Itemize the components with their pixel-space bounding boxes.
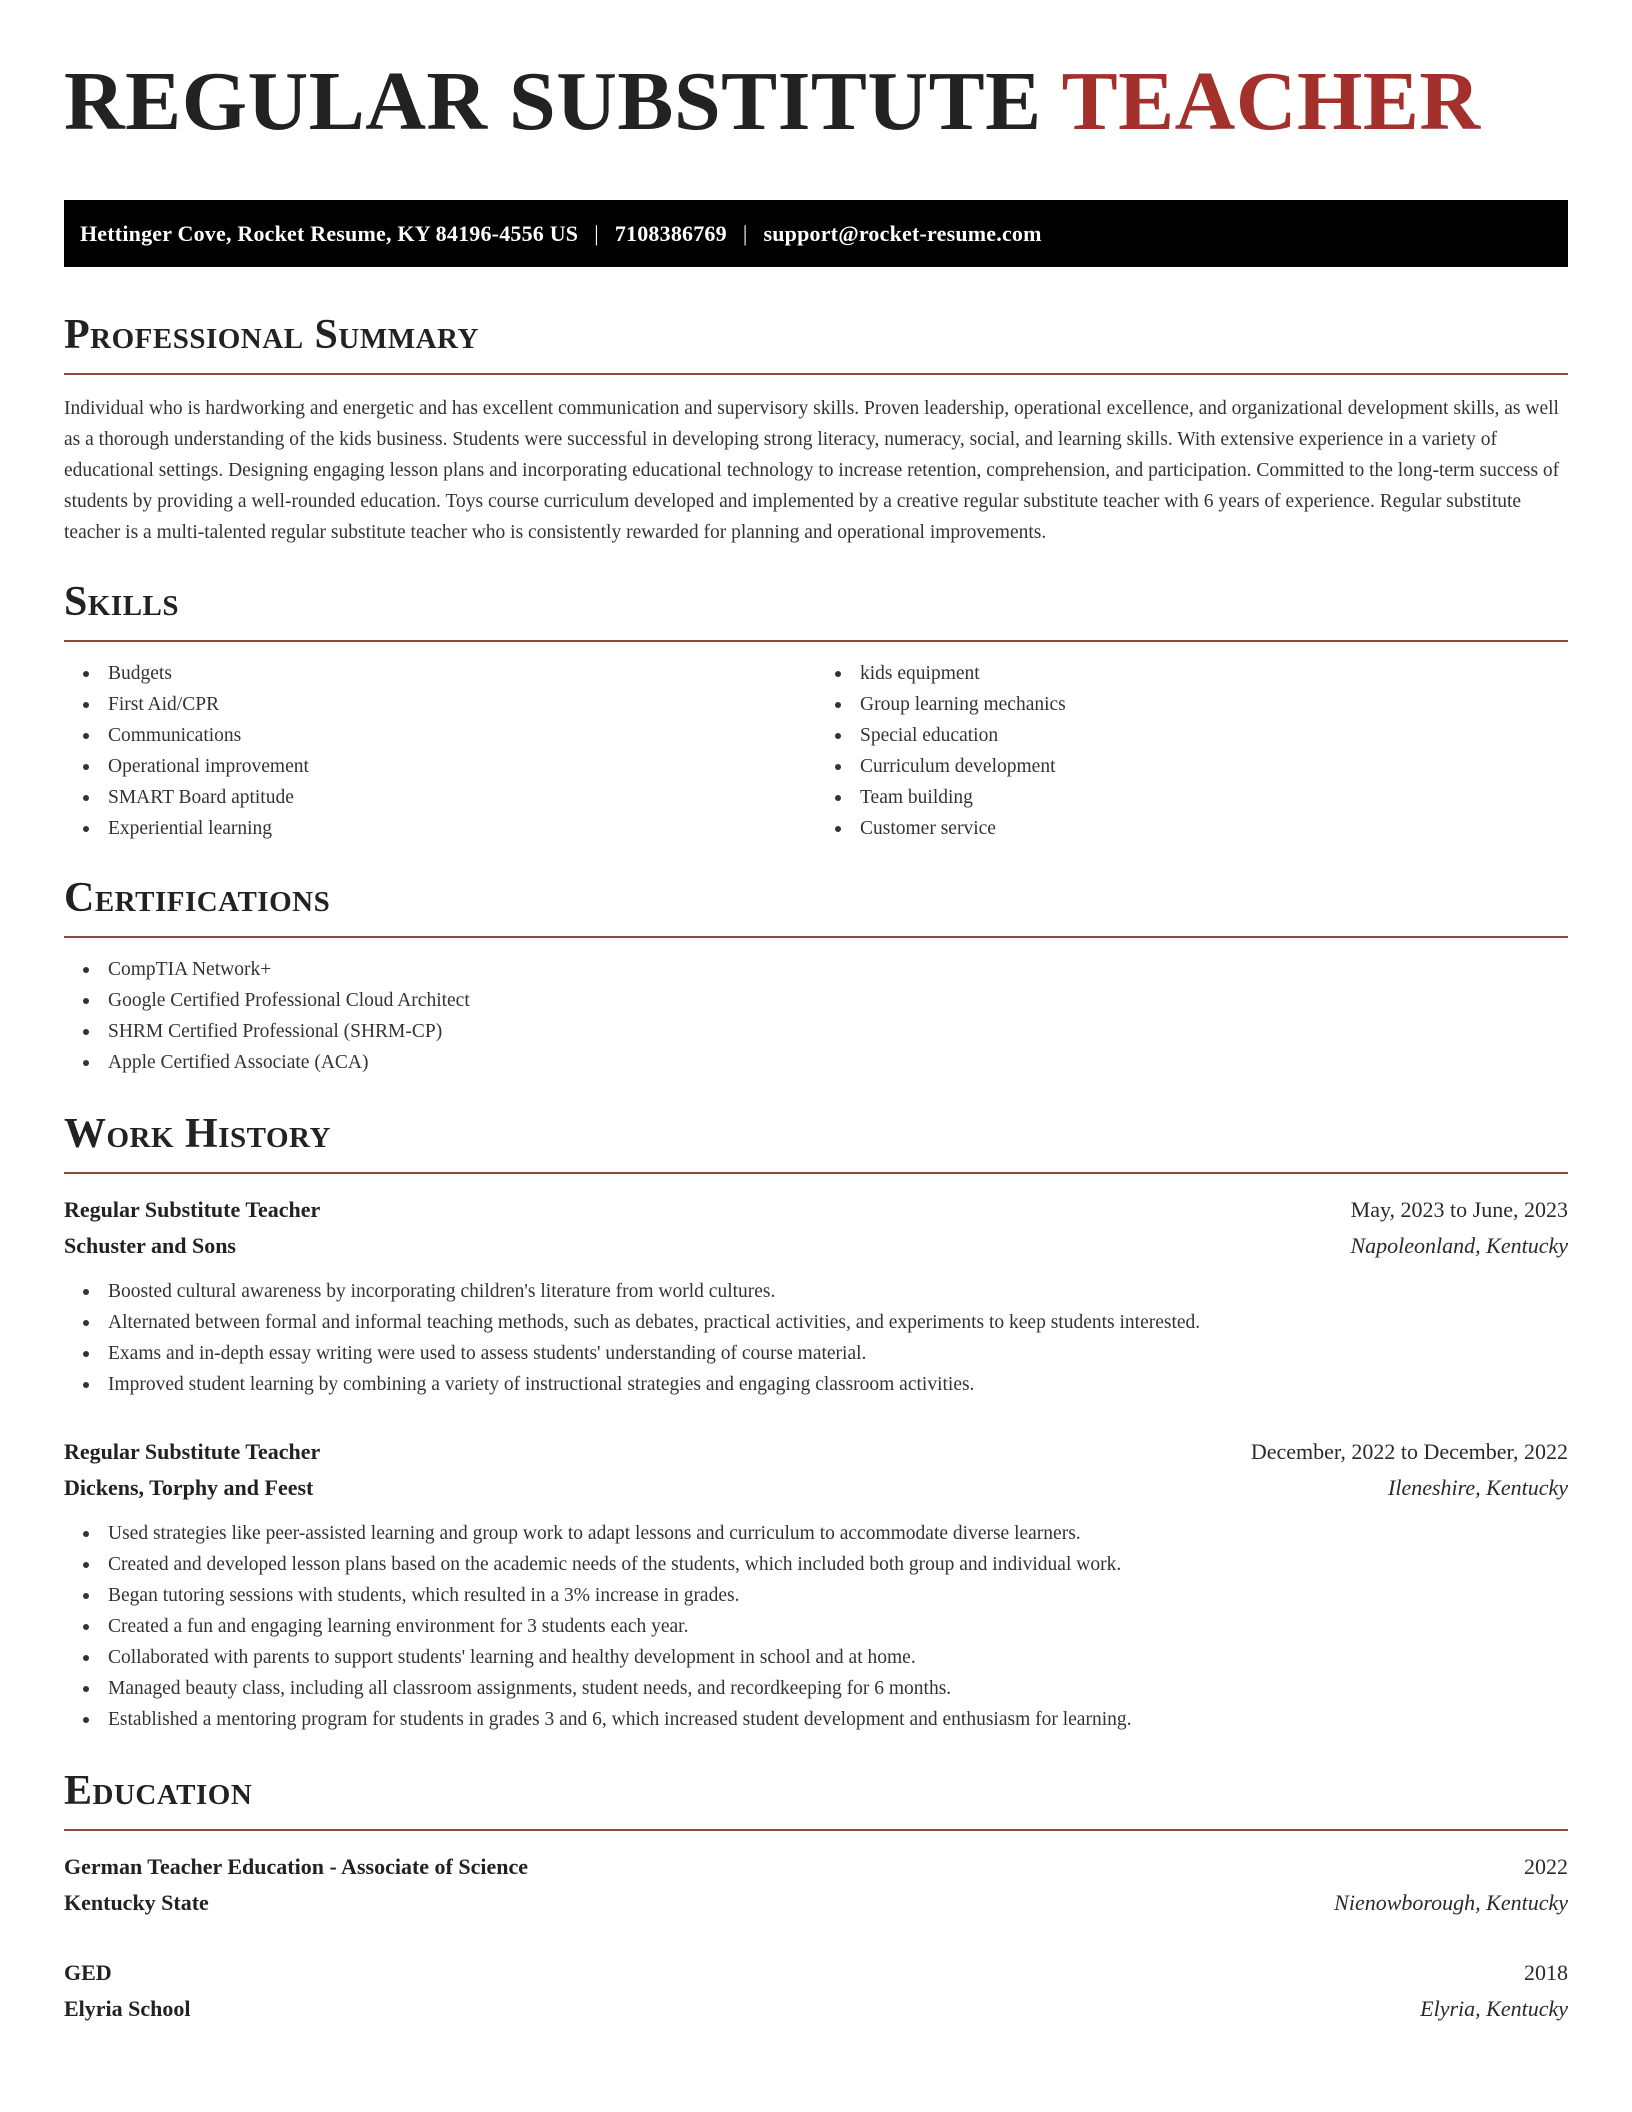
contact-address: Hettinger Cove, Rocket Resume, KY 84196-4556 US bbox=[80, 220, 579, 246]
education-location: Nienowborough, Kentucky bbox=[1334, 1890, 1568, 1915]
skill-item: Customer service bbox=[860, 813, 1568, 844]
job-title: Regular Substitute Teacher bbox=[64, 1439, 321, 1464]
job-company: Dickens, Torphy and Feest bbox=[64, 1475, 314, 1500]
education-degree: German Teacher Education - Associate of Science bbox=[64, 1854, 528, 1879]
job-header-row bbox=[64, 1192, 1568, 1228]
job-bullet: Created and developed lesson plans based on the academic needs of the students, which included both group and individual work. bbox=[108, 1549, 1568, 1580]
job-company: Schuster and Sons bbox=[64, 1233, 236, 1258]
certification-item: Google Certified Professional Cloud Architect bbox=[108, 985, 1568, 1016]
education-school-row bbox=[64, 1885, 1568, 1921]
skill-item: Team building bbox=[860, 782, 1568, 813]
skills-section bbox=[64, 578, 1568, 844]
certifications-section bbox=[64, 874, 1568, 1078]
certification-item: CompTIA Network+ bbox=[108, 954, 1568, 985]
skill-item: Group learning mechanics bbox=[860, 689, 1568, 720]
title-accent: TEACHER bbox=[1061, 55, 1481, 148]
job-bullet: Exams and in-depth essay writing were used to assess students' understanding of course material. bbox=[108, 1338, 1568, 1369]
work-history-section bbox=[64, 1110, 1568, 1735]
job-bullet: Managed beauty class, including all classroom assignments, student needs, and recordkeeping for 6 months. bbox=[108, 1673, 1568, 1704]
job-bullet: Collaborated with parents to support students' learning and healthy development in school and at home. bbox=[108, 1642, 1568, 1673]
education-entry bbox=[64, 1955, 1568, 2027]
resume-title bbox=[64, 52, 1568, 152]
skill-item: kids equipment bbox=[860, 658, 1568, 689]
education-header-row bbox=[64, 1849, 1568, 1885]
job-bullet: Used strategies like peer-assisted learning and group work to adapt lessons and curriculum to accommodate diverse learners. bbox=[108, 1518, 1568, 1549]
summary-heading: Professional Summary bbox=[64, 312, 479, 358]
work-history-heading: Work History bbox=[64, 1111, 331, 1157]
section-divider bbox=[64, 1172, 1568, 1174]
job-location: Napoleonland, Kentucky bbox=[1350, 1233, 1568, 1258]
education-section bbox=[64, 1767, 1568, 2027]
skill-item: Budgets bbox=[108, 658, 816, 689]
skill-item: Special education bbox=[860, 720, 1568, 751]
education-entry bbox=[64, 1849, 1568, 1921]
section-divider bbox=[64, 1829, 1568, 1831]
job-title: Regular Substitute Teacher bbox=[64, 1197, 321, 1222]
skill-item: Operational improvement bbox=[108, 751, 816, 782]
job-bullet: Improved student learning by combining a variety of instructional strategies and engaging classroom activities. bbox=[108, 1369, 1568, 1400]
contact-bar bbox=[64, 200, 1568, 267]
job-entry bbox=[64, 1434, 1568, 1735]
contact-phone[interactable]: 7108386769 bbox=[614, 220, 727, 246]
job-company-row bbox=[64, 1470, 1568, 1506]
skill-item: SMART Board aptitude bbox=[108, 782, 816, 813]
skill-item: Curriculum development bbox=[860, 751, 1568, 782]
job-company-row bbox=[64, 1228, 1568, 1264]
contact-separator: | bbox=[742, 220, 748, 246]
job-dates: December, 2022 to December, 2022 bbox=[1250, 1439, 1568, 1464]
job-bullets bbox=[64, 1276, 1568, 1400]
education-school-row bbox=[64, 1991, 1568, 2027]
job-dates: May, 2023 to June, 2023 bbox=[1350, 1197, 1568, 1222]
education-school: Kentucky State bbox=[64, 1890, 209, 1915]
job-bullet: Began tutoring sessions with students, which resulted in a 3% increase in grades. bbox=[108, 1580, 1568, 1611]
certifications-heading: Certifications bbox=[64, 875, 331, 921]
certifications-list bbox=[64, 954, 1568, 1078]
education-degree: GED bbox=[64, 1960, 112, 1985]
skills-grid bbox=[64, 642, 1568, 844]
section-divider bbox=[64, 936, 1568, 938]
skills-heading: Skills bbox=[64, 579, 180, 625]
education-location: Elyria, Kentucky bbox=[1420, 1996, 1568, 2021]
skill-item: Experiential learning bbox=[108, 813, 816, 844]
job-entry bbox=[64, 1192, 1568, 1400]
job-bullet: Alternated between formal and informal teaching methods, such as debates, practical activities, and experiments to keep students interested. bbox=[108, 1307, 1568, 1338]
summary-section bbox=[64, 311, 1568, 548]
contact-separator: | bbox=[594, 220, 599, 246]
job-bullet: Established a mentoring program for students in grades 3 and 6, which increased student development and enthusiasm for learning. bbox=[108, 1704, 1568, 1735]
job-bullet: Boosted cultural awareness by incorporating children's literature from world cultures. bbox=[108, 1276, 1568, 1307]
certification-item: Apple Certified Associate (ACA) bbox=[108, 1047, 1568, 1078]
education-year: 2018 bbox=[1524, 1960, 1568, 1985]
job-bullets bbox=[64, 1518, 1568, 1735]
skills-list-right bbox=[816, 658, 1568, 844]
education-header-row bbox=[64, 1955, 1568, 1991]
title-main: REGULAR SUBSTITUTE bbox=[64, 55, 1042, 148]
certification-item: SHRM Certified Professional (SHRM-CP) bbox=[108, 1016, 1568, 1047]
section-divider bbox=[64, 373, 1568, 375]
job-location: Ileneshire, Kentucky bbox=[1388, 1475, 1568, 1500]
skill-item: First Aid/CPR bbox=[108, 689, 816, 720]
skill-item: Communications bbox=[108, 720, 816, 751]
job-bullet: Created a fun and engaging learning environment for 3 students each year. bbox=[108, 1611, 1568, 1642]
job-header-row bbox=[64, 1434, 1568, 1470]
skills-list-left bbox=[64, 658, 816, 844]
education-school: Elyria School bbox=[64, 1996, 191, 2021]
summary-text: Individual who is hardworking and energetic and has excellent communication and supervisory skills. Proven leadership, operational excellence, and organizational development skills, as well as a thorough understanding of the kids business. Students were successful in developing strong literacy, numeracy, social, and learning skills. With extensive experience in a variety of educational settings. Designing engaging lesson plans and incorporating educational technology to increase retention, comprehension, and participation. Committed to the long-term success of students by providing a well-rounded education. Toys course curriculum developed and implemented by a creative regular substitute teacher with 6 years of experience. Regular substitute teacher is a multi-talented regular substitute teacher who is consistently rewarded for planning and operational improvements. bbox=[64, 398, 1560, 543]
education-heading: Education bbox=[64, 1768, 253, 1814]
education-year: 2022 bbox=[1524, 1854, 1568, 1879]
contact-email[interactable]: support@rocket-resume.com bbox=[763, 220, 1042, 246]
